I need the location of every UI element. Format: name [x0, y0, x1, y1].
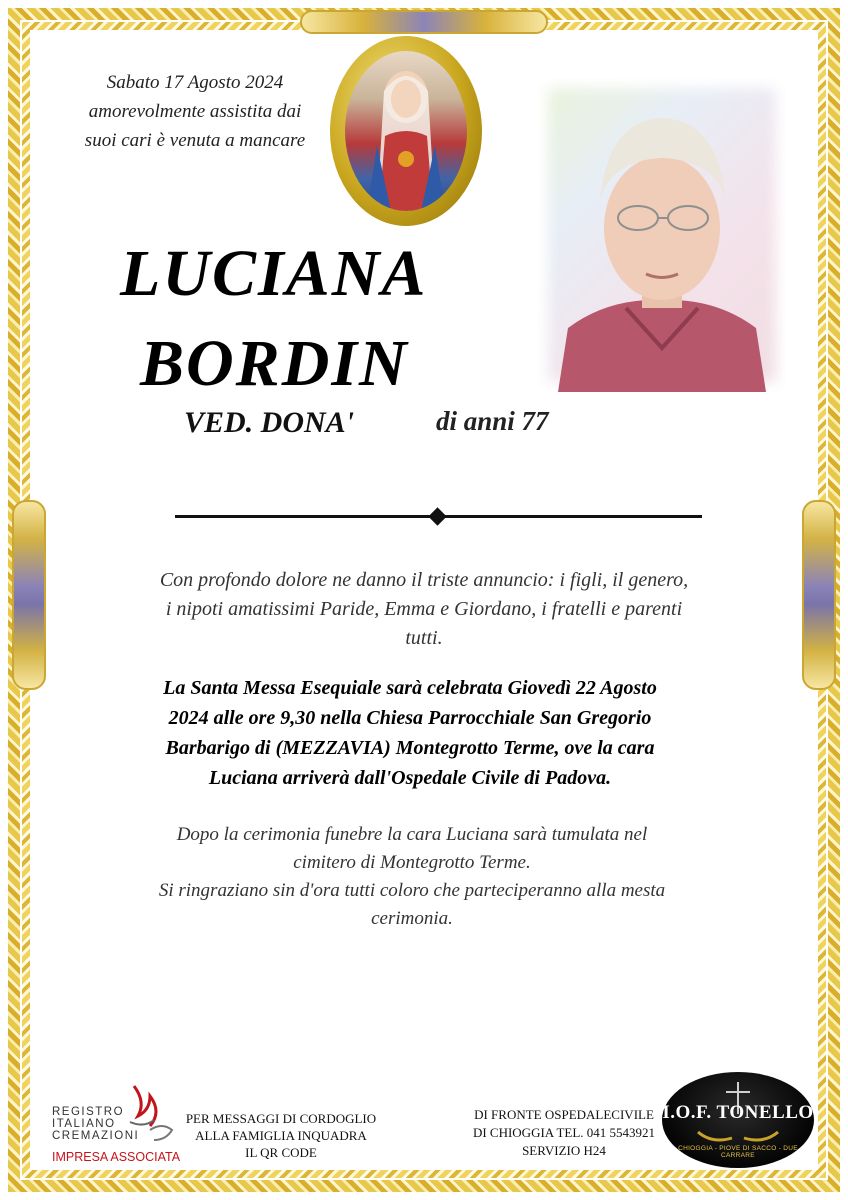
qr-line: ALLA FAMIGLIA INQUADRA — [195, 1128, 367, 1143]
company-locations: CHIOGGIA - PIOVE DI SACCO - DUE CARRARE — [678, 1145, 798, 1159]
burial-text — [100, 821, 724, 933]
announcement-line: tutti. — [405, 627, 443, 649]
deceased-last-name: BORDIN — [140, 327, 409, 400]
announcement-line: i nipoti amatissimi Paride, Emma e Giordano, i fratelli e parenti — [165, 598, 683, 620]
qr-code-message — [176, 1110, 386, 1161]
impresa-associata-label: IMPRESA ASSOCIATA — [52, 1150, 181, 1164]
burial-line: cerimonia. — [371, 908, 453, 929]
intro-text — [50, 68, 340, 155]
mass-line: Luciana arriverà dall'Ospedale Civile di Padova. — [208, 767, 612, 789]
registro-line: CREMAZIONI — [52, 1130, 140, 1142]
qr-line: PER MESSAGGI DI CORDOGLIO — [185, 1111, 377, 1126]
intro-line: amorevolmente assistita dai — [88, 101, 302, 122]
address-line: DI FRONTE OSPEDALECIVILE — [474, 1107, 654, 1122]
burial-line: Si ringraziano sin d'ora tutti coloro che parteciperanno alla mesta — [158, 880, 666, 901]
address-line: SERVIZIO H24 — [522, 1143, 606, 1158]
announcement-text — [100, 566, 748, 653]
address-line: DI CHIOGGIA TEL. 041 5543921 — [472, 1125, 656, 1140]
left-ornament — [12, 500, 46, 690]
deceased-age: di anni 77 — [436, 406, 549, 436]
qr-line: IL QR CODE — [245, 1145, 317, 1160]
company-address — [462, 1106, 666, 1160]
funeral-mass-text — [110, 673, 710, 793]
madonna-picture — [345, 51, 467, 211]
registro-line: REGISTRO — [52, 1106, 125, 1118]
registro-flame-icon — [120, 1082, 180, 1148]
right-ornament — [802, 500, 836, 690]
burial-line: Dopo la cerimonia funebre la cara Luciana sarà tumulata nel — [176, 824, 648, 845]
intro-line: Sabato 17 Agosto 2024 — [106, 72, 284, 93]
burial-line: cimitero di Montegrotto Terme. — [293, 852, 531, 873]
portrait-photo — [538, 78, 786, 392]
madonna-illustration — [345, 51, 467, 211]
deceased-first-name: LUCIANA — [120, 237, 428, 310]
registro-line: ITALIANO — [52, 1118, 116, 1130]
top-ornament — [300, 10, 548, 34]
mass-line: 2024 alle ore 9,30 nella Chiesa Parrocchiale San Gregorio — [168, 707, 652, 729]
tonello-logo — [662, 1072, 814, 1168]
intro-line: suoi cari è venuta a mancare — [84, 130, 306, 151]
deceased-portrait — [538, 78, 786, 392]
announcement-line: Con profondo dolore ne danno il triste annuncio: i figli, il genero, — [159, 569, 689, 591]
company-name: I.O.F. TONELLO — [662, 1102, 814, 1123]
mass-line: Barbarigo di (MEZZAVIA) Montegrotto Terme, ove la cara — [165, 737, 655, 759]
madonna-image — [330, 36, 482, 226]
widow-of: VED. DONA' — [184, 406, 355, 439]
mass-line: La Santa Messa Esequiale sarà celebrata Giovedì 22 Agosto — [163, 677, 657, 699]
